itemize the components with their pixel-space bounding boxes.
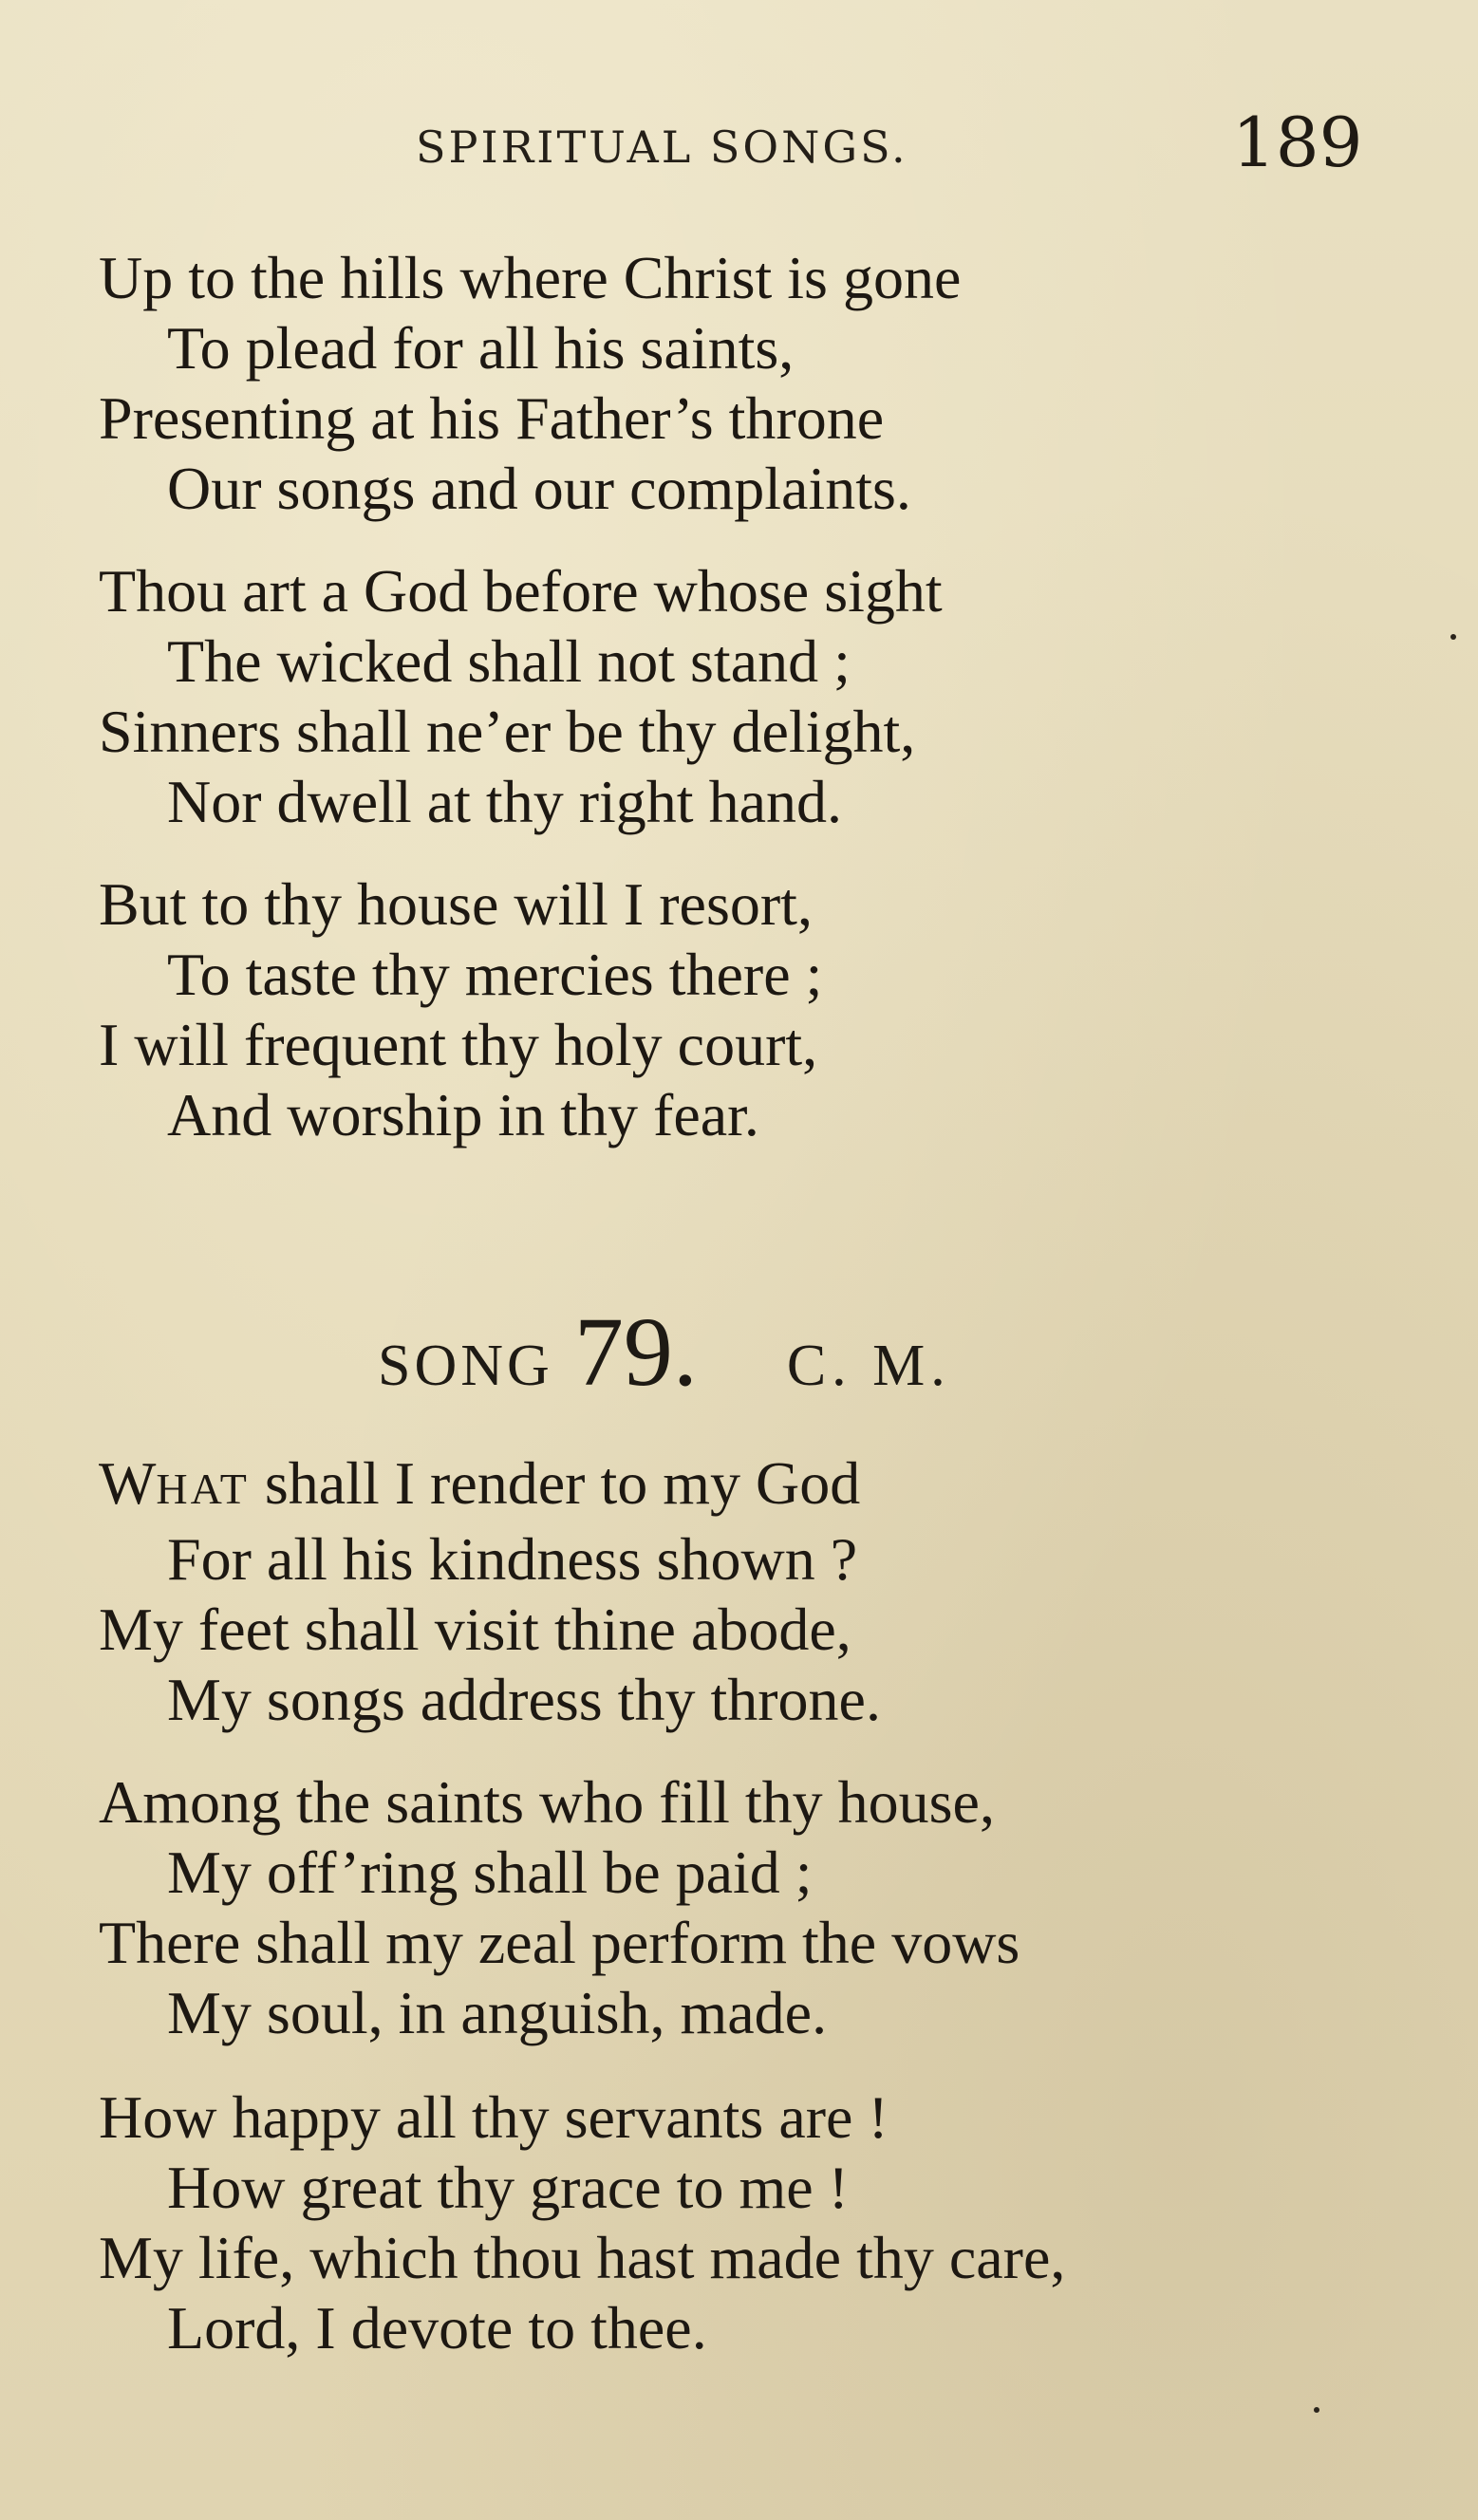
first-word-initial: W [99, 1449, 157, 1517]
song-number: 79. [573, 1297, 698, 1407]
verse-line: Up to the hills where Christ is gone [99, 244, 962, 311]
verse-line: Thou art a God before whose sight [99, 557, 943, 625]
page-number: 189 [1232, 103, 1363, 182]
print-speck [1314, 2407, 1319, 2413]
verse-line: To plead for all his saints, [167, 314, 795, 382]
song-stanza-2 [99, 1767, 1447, 2048]
song-label: SONG [378, 1334, 553, 1398]
verse-line: My feet shall visit thine abode, [99, 1596, 851, 1663]
verse-line: Our songs and our complaints. [167, 455, 911, 522]
song-heading [378, 1296, 951, 1409]
verse-line: The wicked shall not stand ; [167, 627, 851, 695]
song-stanza-1 [99, 1448, 1447, 1735]
verse-line: Lord, I devote to thee. [167, 2294, 707, 2361]
verse-line: To taste thy mercies there ; [167, 941, 823, 1008]
song-stanza-3 [99, 2082, 1447, 2363]
verse-line: Sinners shall ne’er be thy delight, [99, 698, 916, 765]
verse-line: For all his kindness shown ? [167, 1525, 858, 1593]
verse-line: But to thy house will I resort, [99, 870, 813, 938]
first-word-smallcaps: HAT [156, 1465, 250, 1513]
verse-line-text: shall I render to my God [249, 1449, 861, 1517]
song-meter: C. M. [786, 1334, 951, 1398]
running-title: SPIRITUAL SONGS. [416, 121, 908, 173]
print-speck [1450, 634, 1456, 640]
stanza-1 [99, 243, 1447, 524]
stanza-3 [99, 869, 1447, 1150]
verse-line: How great thy grace to me ! [167, 2154, 849, 2221]
verse-line: Presenting at his Father’s throne [99, 384, 885, 452]
verse-line: My songs address thy throne. [167, 1666, 881, 1733]
verse-line: My soul, in anguish, made. [167, 1979, 828, 2046]
verse-line-first [99, 1448, 1447, 1524]
verse-line: I will frequent thy holy court, [99, 1011, 818, 1078]
verse-line: My off’ring shall be paid ; [167, 1839, 813, 1906]
verse-line: How happy all thy servants are ! [99, 2083, 889, 2151]
verse-line: Nor dwell at thy right hand. [167, 768, 842, 835]
stanza-2 [99, 556, 1447, 837]
verse-line: My life, which thou hast made thy care, [99, 2224, 1066, 2291]
verse-line: There shall my zeal perform the vows [99, 1909, 1020, 1976]
verse-line: And worship in thy fear. [167, 1081, 759, 1148]
verse-line: Among the saints who fill thy house, [99, 1768, 995, 1836]
